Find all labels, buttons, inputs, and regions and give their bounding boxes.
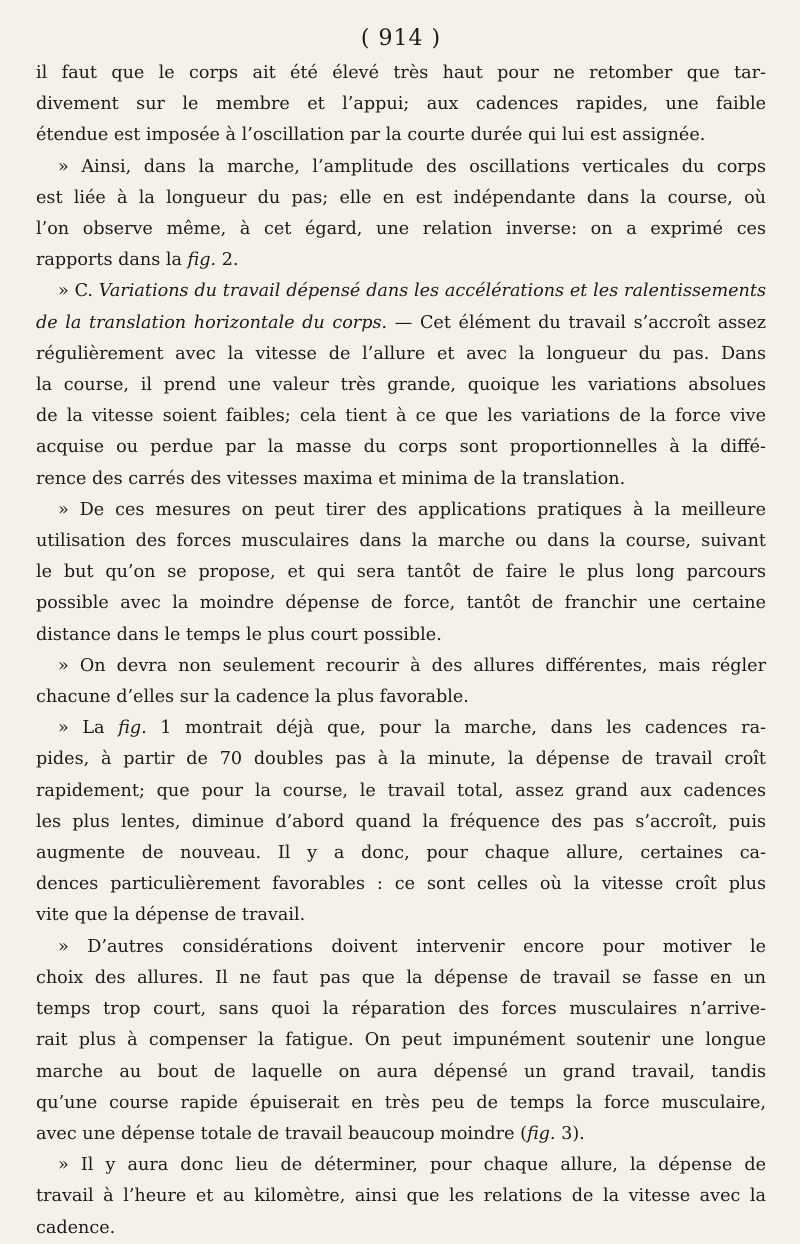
- text-line: étendue est imposée à l’oscillation par la courte durée qui lui est assignée.: [36, 125, 706, 146]
- text-line: est liée à la longueur du pas; elle en est indépendante dans la course, où: [36, 187, 766, 208]
- text-line: le but qu’on se propose, et qui sera tantôt de faire le plus long parcours: [36, 562, 766, 583]
- text-line: rapidement; que pour la course, le travail total, assez grand aux cadences: [36, 780, 766, 801]
- text-line: marche au bout de laquelle on aura dépensé un grand travail, tandis: [36, 1061, 766, 1082]
- text-line: travail à l’heure et au kilomètre, ainsi que les relations de la vitesse avec la: [36, 1186, 766, 1207]
- text-line: augmente de nouveau. Il y a donc, pour chaque allure, certaines ca-: [36, 843, 766, 864]
- text-line: » Il y aura donc lieu de déterminer, pour chaque allure, la dépense de: [58, 1155, 766, 1176]
- text-line: utilisation des forces musculaires dans la marche ou dans la course, suivant: [36, 531, 766, 552]
- text-line: distance dans le temps le plus court possible.: [36, 624, 442, 645]
- text-line: » La fig. 1 montrait déjà que, pour la marche, dans les cadences ra-: [58, 718, 767, 739]
- text-line: la course, il prend une valeur très grande, quoique les variations absolues: [36, 375, 766, 396]
- text-line: temps trop court, sans quoi la réparation des forces musculaires n’arrive-: [36, 999, 766, 1020]
- text-line: il faut que le corps ait été élevé très haut pour ne retomber que tar-: [36, 63, 766, 83]
- text-line: de la translation horizontale du corps. — Cet élément du travail s’accroît assez: [36, 312, 767, 333]
- text-line: rapports dans la fig. 2.: [36, 250, 239, 271]
- text-line: chacune d’elles sur la cadence la plus favorable.: [36, 687, 469, 708]
- text-line: avec une dépense totale de travail beaucoup moindre (fig. 3).: [36, 1123, 585, 1144]
- text-line: acquise ou perdue par la masse du corps sont proportionnelles à la diffé-: [36, 437, 766, 458]
- text-line: régulièrement avec la vitesse de l’allure et avec la longueur du pas. Dans: [36, 343, 766, 364]
- text-line: vite que la dépense de travail.: [36, 905, 306, 926]
- text-line: pides, à partir de 70 doubles pas à la minute, la dépense de travail croît: [36, 749, 766, 770]
- text-line: » D’autres considérations doivent intervenir encore pour motiver le: [58, 936, 766, 957]
- text-line: cadence.: [36, 1217, 116, 1238]
- text-line: de la vitesse soient faibles; cela tient à ce que les variations de la force vive: [36, 406, 766, 427]
- body-text: [36, 58, 766, 1244]
- page-number: ( 914 ): [360, 26, 442, 51]
- text-line: rait plus à compenser la fatigue. On peut impunément soutenir une longue: [36, 1030, 766, 1051]
- text-line: qu’une course rapide épuiserait en très peu de temps la force musculaire,: [36, 1092, 766, 1113]
- text-line: l’on observe même, à cet égard, une relation inverse: on a exprimé ces: [36, 219, 766, 240]
- text-line: choix des allures. Il ne faut pas que la dépense de travail se fasse en un: [36, 967, 766, 988]
- text-line: divement sur le membre et l’appui; aux cadences rapides, une faible: [36, 94, 766, 115]
- text-line: les plus lentes, diminue d’abord quand la fréquence des pas s’accroît, puis: [36, 811, 766, 832]
- text-line: » On devra non seulement recourir à des allures différentes, mais régler: [58, 655, 766, 676]
- text-line: » C. Variations du travail dépensé dans les accélérations et les ralentissements: [58, 281, 766, 302]
- text-line: » De ces mesures on peut tirer des applications pratiques à la meilleure: [58, 499, 766, 520]
- text-line: » Ainsi, dans la marche, l’amplitude des oscillations verticales du corps: [58, 156, 766, 177]
- text-line: rence des carrés des vitesses maxima et minima de la translation.: [36, 468, 626, 489]
- text-line: possible avec la moindre dépense de force, tantôt de franchir une certaine: [36, 593, 766, 614]
- text-line: dences particulièrement favorables : ce sont celles où la vitesse croît plus: [36, 874, 766, 895]
